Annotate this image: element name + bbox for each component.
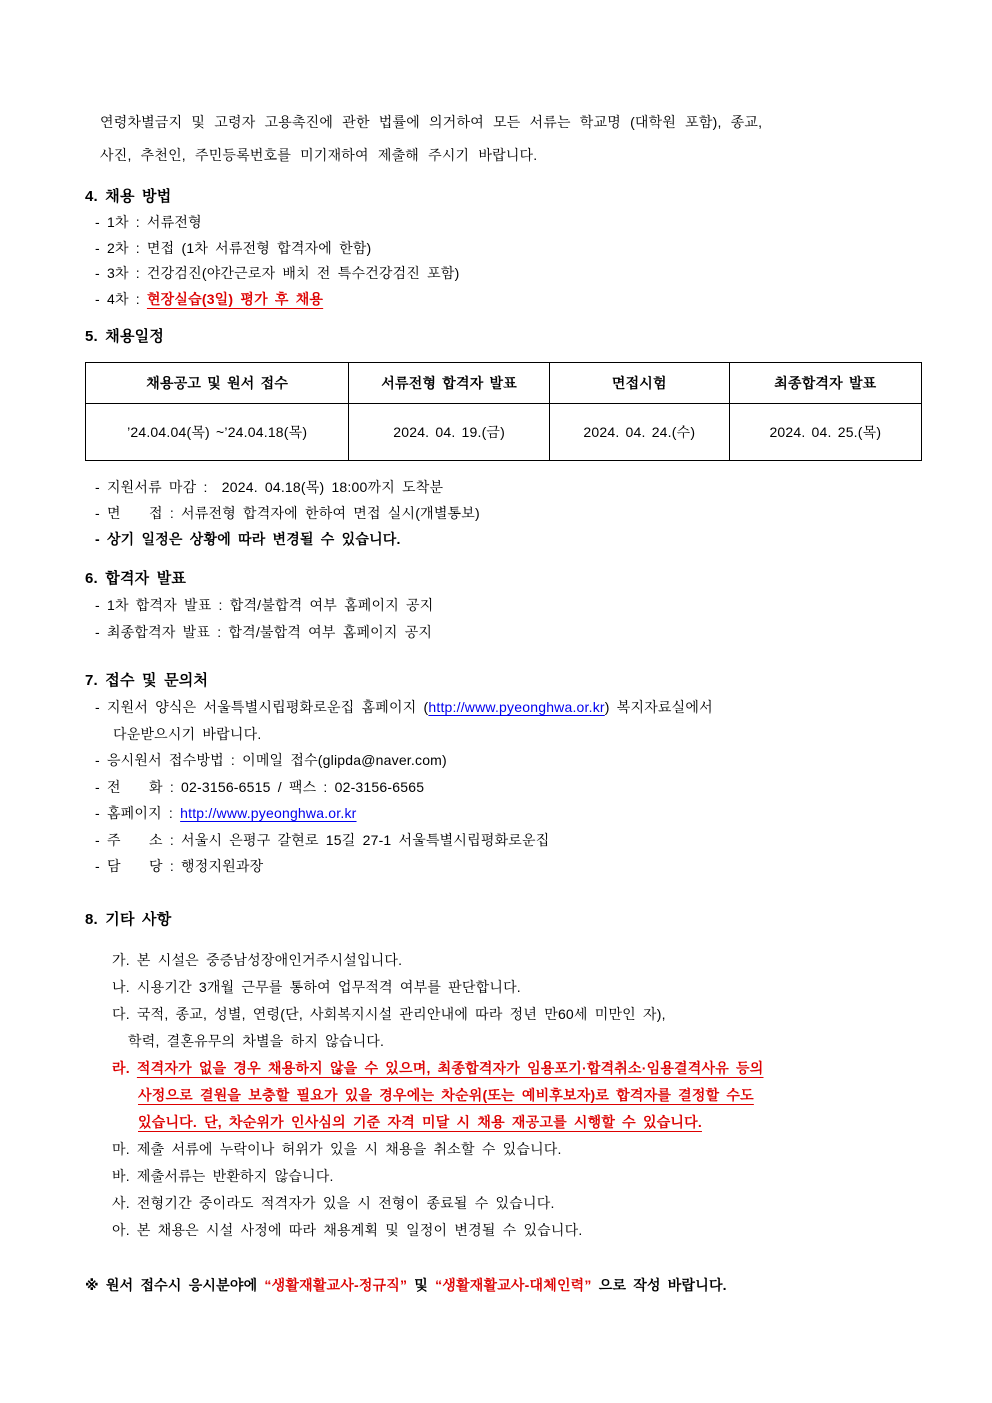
section7-form-line-1 xyxy=(85,694,922,721)
section8-items xyxy=(85,947,922,1244)
section7-homepage xyxy=(85,800,922,827)
section8-item-ra-2 xyxy=(85,1082,922,1109)
footer-field-substitute: “생활재활교사-대체인력” xyxy=(435,1276,592,1293)
section7-items xyxy=(85,694,922,880)
section7-phone-fax: - 전 화 : 02-3156-6515 / 팩스 : 02-3156-6565 xyxy=(95,778,425,795)
section5-title: 5. 채용일정 xyxy=(85,328,165,345)
section4-item-4-prefix: - 4차 : xyxy=(95,290,147,307)
homepage-link[interactable]: http://www.pyeonghwa.or.kr xyxy=(180,805,357,821)
section8-item-ra-prefix: 라. xyxy=(112,1059,137,1076)
section8-item-ga: 가. 본 시설은 중증남성장애인거주시설입니다. xyxy=(112,951,403,968)
section6-item-2: - 최종합격자 발표 : 합격/불합격 여부 홈페이지 공지 xyxy=(95,624,433,640)
section-recruitment-method xyxy=(85,184,922,312)
section8-title: 8. 기타 사항 xyxy=(85,910,172,928)
section-result-announcement xyxy=(85,566,922,646)
section-contact xyxy=(85,668,922,880)
section8-item-sa: 사. 전형기간 중이라도 적격자가 있을 시 전형이 종료될 수 있습니다. xyxy=(112,1194,555,1211)
footer-field-regular: “생활재활교사-정규직” xyxy=(264,1276,408,1293)
section7-homepage-label: - 홈페이지 : xyxy=(95,805,181,821)
section4-item-1: - 1차 : 서류전형 xyxy=(95,214,202,230)
schedule-cell-document-result-date: 2024. 04. 19.(금) xyxy=(349,404,550,461)
schedule-header-interview: 면접시험 xyxy=(549,363,729,404)
schedule-table-data-row xyxy=(86,404,922,461)
section7-address: - 주 소 : 서울시 은평구 갈현로 15길 27-1 서울특별시립평화로운집 xyxy=(95,831,550,848)
section7-contact-person: - 담 당 : 행정지원과장 xyxy=(95,858,264,874)
schedule-cell-interview-date: 2024. 04. 24.(수) xyxy=(549,404,729,461)
section4-item-4-highlight: 현장실습(3일) 평가 후 채용 xyxy=(146,290,324,307)
footer-text-1: ※ 원서 접수시 응시분야에 xyxy=(85,1276,265,1293)
section-recruitment-schedule xyxy=(85,324,922,552)
section7-title: 7. 접수 및 문의처 xyxy=(85,672,209,689)
section8-item-ra-text-1: 적격자가 없을 경우 채용하지 않을 수 있으며, 최종합격자가 임용포기·합격취소·임용결격사유 등의 xyxy=(136,1059,764,1076)
intro-line-1: 연령차별금지 및 고령자 고용촉진에 관한 법률에 의거하여 모든 서류는 학교명 (대학원 포함), 종교, xyxy=(100,114,763,130)
section4-item-2: - 2차 : 면접 (1차 서류전형 합격자에 한함) xyxy=(95,239,372,256)
section7-form-suffix: ) 복지자료실에서 xyxy=(604,699,713,715)
footer-text-2: 및 xyxy=(407,1276,436,1293)
section8-item-da-2: 학력, 결혼유무의 차별을 하지 않습니다. xyxy=(128,1032,385,1049)
section-other-matters xyxy=(85,907,922,1244)
section8-item-ra-3 xyxy=(85,1109,922,1136)
intro-paragraph xyxy=(85,106,922,172)
section6-items xyxy=(85,592,922,646)
footer-application-field-note xyxy=(85,1272,922,1299)
schedule-cell-final-result-date: 2024. 04. 25.(목) xyxy=(729,404,921,461)
section7-form-prefix: - 지원서 양식은 서울특별시립평화로운집 홈페이지 ( xyxy=(95,699,429,715)
intro-line-2: 사진, 추천인, 주민등록번호를 미기재하여 제출해 주시기 바랍니다. xyxy=(100,147,538,163)
section7-apply-method: - 응시원서 접수방법 : 이메일 접수(glipda@naver.com) xyxy=(95,752,447,768)
schedule-table-header-row xyxy=(86,363,922,404)
section8-item-ma: 마. 제출 서류에 누락이나 허위가 있을 시 채용을 취소할 수 있습니다. xyxy=(112,1140,562,1157)
section4-items xyxy=(85,210,922,312)
schedule-header-document-result: 서류전형 합격자 발표 xyxy=(349,363,550,404)
section8-item-ra-1 xyxy=(85,1055,922,1082)
schedule-table xyxy=(85,362,922,461)
schedule-header-application: 채용공고 및 원서 접수 xyxy=(86,363,349,404)
schedule-header-final-result: 최종합격자 발표 xyxy=(729,363,921,404)
section6-title: 6. 합격자 발표 xyxy=(85,570,187,587)
homepage-link-inline[interactable]: http://www.pyeonghwa.or.kr xyxy=(428,699,605,715)
section8-item-ra-text-3: 있습니다. 단, 차순위가 인사심의 기준 자격 미달 시 채용 재공고를 시행할 수 있습니다. xyxy=(138,1113,702,1130)
section8-item-da-1: 다. 국적, 종교, 성별, 연령(단, 사회복지시설 관리안내에 따라 정년 만60세 미만인 자), xyxy=(112,1005,666,1022)
schedule-cell-application-period: ’24.04.04(목) ~’24.04.18(목) xyxy=(86,404,349,461)
section6-item-1: - 1차 합격자 발표 : 합격/불합격 여부 홈페이지 공지 xyxy=(95,597,434,613)
section8-item-ra-text-2: 사정으로 결원을 보충할 필요가 있을 경우에는 차순위(또는 예비후보자)로 합격자를 결정할 수도 xyxy=(138,1086,754,1103)
section5-note-change: - 상기 일정은 상황에 따라 변경될 수 있습니다. xyxy=(95,531,401,547)
section5-note-deadline: - 지원서류 마감 : 2024. 04.18(목) 18:00까지 도착분 xyxy=(95,479,444,495)
section4-item-4 xyxy=(85,287,922,313)
section8-item-ba: 바. 제출서류는 반환하지 않습니다. xyxy=(112,1167,334,1184)
section5-note-interview: - 면 접 : 서류전형 합격자에 한하여 면접 실시(개별통보) xyxy=(95,505,480,521)
section8-item-ah: 아. 본 채용은 시설 사정에 따라 채용계획 및 일정이 변경될 수 있습니다. xyxy=(112,1221,583,1238)
footer-text-3: 으로 작성 바랍니다. xyxy=(591,1276,727,1293)
section4-title: 4. 채용 방법 xyxy=(85,188,172,205)
section5-notes xyxy=(85,474,922,552)
section7-form-line-2: 다운받으시기 바랍니다. xyxy=(113,725,262,742)
section8-item-na: 나. 시용기간 3개월 근무를 통하여 업무적격 여부를 판단합니다. xyxy=(112,978,521,995)
section4-item-3: - 3차 : 건강검진(야간근로자 배치 전 특수건강검진 포함) xyxy=(95,265,460,281)
